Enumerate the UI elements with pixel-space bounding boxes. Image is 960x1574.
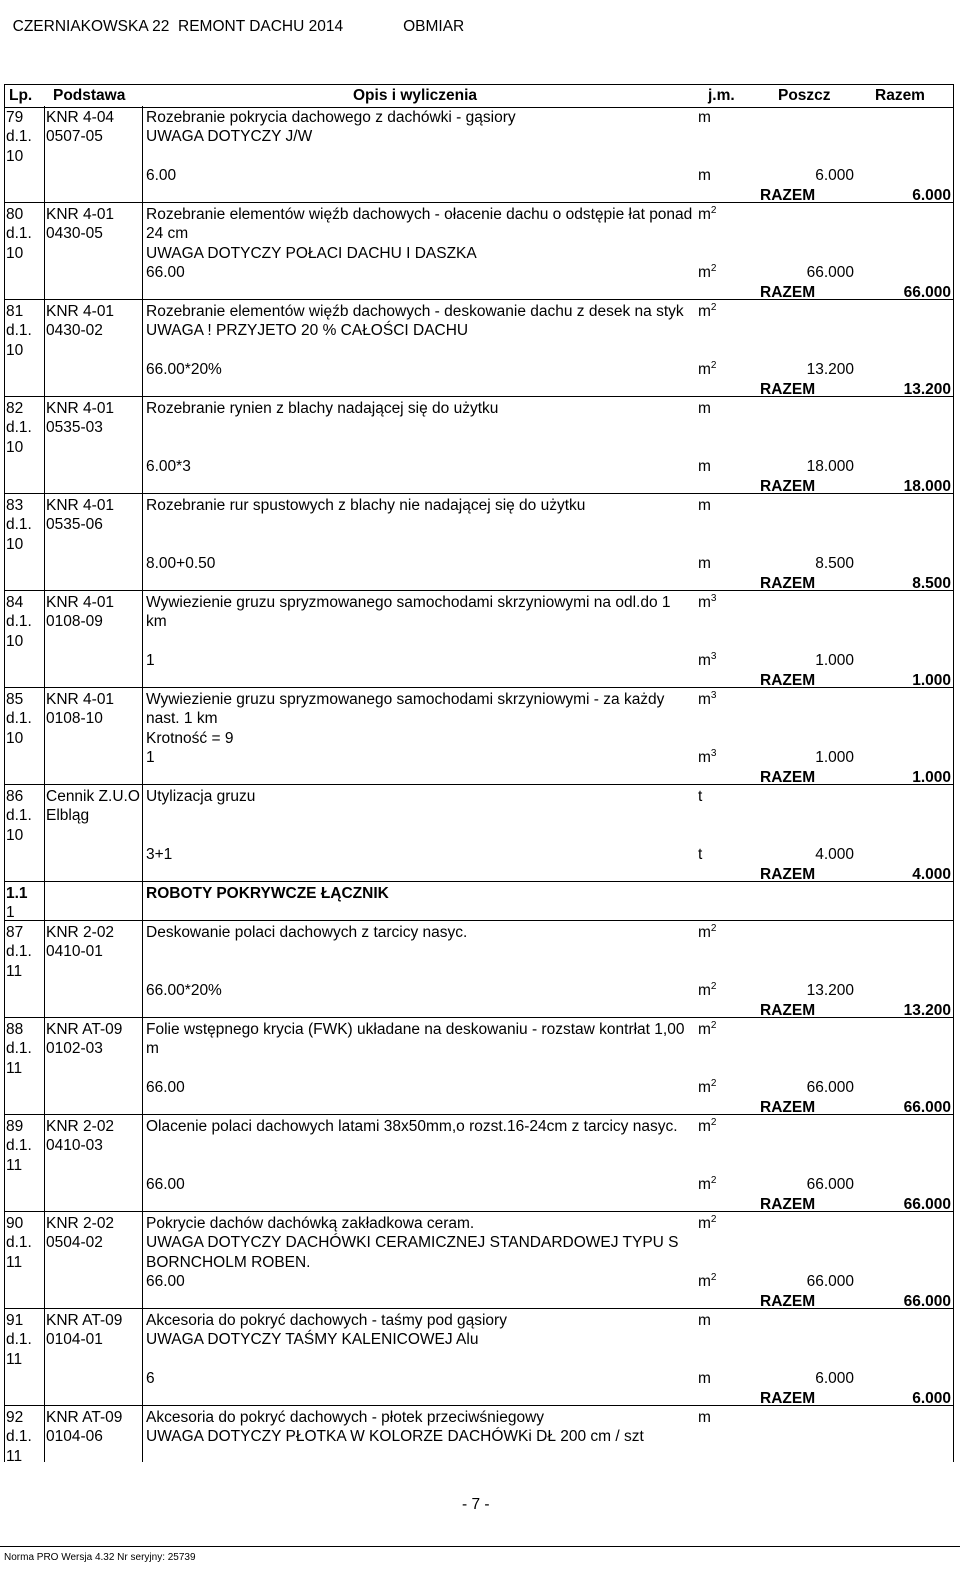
lp-cell: 1.1 — [6, 885, 28, 902]
lp-cell: 82 — [6, 400, 24, 417]
lp-cell: 90 — [6, 1215, 24, 1232]
razem-label: RAZEM — [760, 283, 816, 301]
lp-cell: 10 — [6, 535, 24, 553]
footer-text: Norma PRO Wersja 4.32 Nr seryjny: 25739 — [4, 1552, 196, 1563]
description-text: UWAGA DOTYCZY J/W — [146, 128, 313, 146]
podstawa-cell: KNR AT-09 — [46, 1312, 123, 1329]
podstawa-cell: Elbląg — [46, 807, 90, 825]
calculation-unit: $m^2$ — [698, 263, 717, 282]
table-row — [4, 688, 954, 785]
description-text: Rozebranie pokrycia dachowego z dachówki - gąsiory — [146, 109, 516, 126]
lp-cell: d.1. — [6, 943, 32, 961]
podstawa-cell: 0410-03 — [46, 1137, 103, 1155]
razem-label: RAZEM — [760, 865, 816, 883]
calculation-formula: 3+1 — [146, 846, 173, 864]
podstawa-cell: KNR 4-01 — [46, 691, 115, 708]
description-text: Rozebranie elementów więźb dachowych - deskowanie dachu z desek na styk — [146, 303, 684, 320]
unit-cell: m — [698, 400, 711, 417]
razem-label: RAZEM — [760, 574, 816, 592]
podstawa-cell: 0104-06 — [46, 1428, 103, 1446]
calculation-unit: m — [698, 458, 711, 476]
description-text: nast. 1 km — [146, 710, 218, 728]
description-text: m — [146, 1040, 159, 1058]
podstawa-cell: KNR 2-02 — [46, 924, 115, 941]
section-row — [4, 882, 954, 921]
unit-cell: $m^2$ — [698, 1214, 717, 1232]
podstawa-cell: KNR 2-02 — [46, 1215, 115, 1232]
podstawa-cell: 0430-05 — [46, 225, 103, 243]
razem-label: RAZEM — [760, 380, 816, 398]
unit-cell: $m^2$ — [698, 1020, 717, 1038]
calculation-formula: 6 — [146, 1370, 155, 1388]
unit-cell: m — [698, 109, 711, 126]
unit-cell: $m^3$ — [698, 690, 717, 708]
poszcz-value: 13.200 — [806, 361, 854, 379]
calculation-unit: $m^3$ — [698, 651, 717, 670]
razem-label: RAZEM — [760, 1001, 816, 1019]
description-text: Utylizacja gruzu — [146, 788, 256, 805]
lp-cell: 11 — [6, 1350, 23, 1368]
table-row — [4, 1212, 954, 1309]
description-text: 24 cm — [146, 225, 189, 243]
lp-cell: d.1. — [6, 322, 32, 340]
podstawa-cell: 0108-09 — [46, 613, 103, 631]
description-text: Wywiezienie gruzu spryzmowanego samochodami skrzyniowymi - za każdy — [146, 691, 665, 708]
table-row — [4, 203, 954, 300]
lp-cell: 11 — [6, 1447, 23, 1465]
lp-cell: 10 — [6, 826, 24, 844]
description-text: Akcesoria do pokryć dachowych - taśmy pod gąsiory — [146, 1312, 507, 1329]
poszcz-value: 8.500 — [815, 555, 854, 573]
table-row — [4, 1309, 954, 1406]
description-text: Folie wstępnego krycia (FWK) układane na deskowaniu - rozstaw kontrłat 1,00 — [146, 1021, 685, 1038]
table-row — [4, 921, 954, 1018]
lp-cell: 10 — [6, 438, 24, 456]
lp-cell: 10 — [6, 147, 24, 165]
unit-cell: $m^2$ — [698, 1117, 717, 1135]
razem-value: 8.500 — [912, 574, 951, 592]
poszcz-value: 66.000 — [806, 264, 854, 282]
poszcz-value: 6.000 — [815, 167, 854, 185]
calculation-formula: 66.00 — [146, 264, 185, 282]
col-podstawa: Podstawa — [53, 87, 126, 104]
lp-cell: d.1. — [6, 419, 32, 437]
razem-value: 1.000 — [912, 768, 951, 786]
lp-cell: 11 — [6, 1156, 23, 1174]
calculation-formula: 66.00*20% — [146, 982, 222, 1000]
lp-cell: d.1. — [6, 710, 32, 728]
description-text: Pokrycie dachów dachówką zakładkowa ceram. — [146, 1215, 475, 1232]
table-row — [4, 300, 954, 397]
calculation-unit: $m^2$ — [698, 1078, 717, 1097]
lp-cell: 11 — [6, 1253, 23, 1271]
calculation-unit: m — [698, 167, 711, 185]
calculation-unit: $m^2$ — [698, 1175, 717, 1194]
document-type: OBMIAR — [403, 18, 465, 35]
razem-label: RAZEM — [760, 768, 816, 786]
lp-cell: 79 — [6, 109, 24, 126]
lp-cell: 11 — [6, 962, 23, 980]
razem-label: RAZEM — [760, 1292, 816, 1310]
lp-cell: d.1. — [6, 1040, 32, 1058]
razem-label: RAZEM — [760, 1098, 816, 1116]
poszcz-value: 13.200 — [806, 982, 854, 1000]
lp-cell: 84 — [6, 594, 24, 611]
calculation-formula: 66.00 — [146, 1273, 185, 1291]
calculation-unit: $m^3$ — [698, 748, 717, 767]
lp-cell: d.1. — [6, 1331, 32, 1349]
lp-cell: d.1. — [6, 1428, 32, 1446]
description-text: UWAGA ! PRZYJETO 20 % CAŁOŚCI DACHU — [146, 322, 469, 340]
unit-cell: m — [698, 497, 711, 514]
lp-cell: d.1. — [6, 516, 32, 534]
razem-label: RAZEM — [760, 186, 816, 204]
lp-cell: 11 — [6, 1059, 23, 1077]
unit-cell: m — [698, 1409, 711, 1426]
project-title: CZERNIAKOWSKA 22 REMONT DACHU 2014 — [12, 18, 344, 35]
col-poszcz: Poszcz — [778, 87, 831, 104]
table-row — [4, 106, 954, 203]
calculation-unit: m — [698, 1370, 711, 1388]
description-text: BORNCHOLM ROBEN. — [146, 1253, 311, 1271]
table-row — [4, 1018, 954, 1115]
lp-cell: 87 — [6, 924, 24, 941]
col-razem: Razem — [875, 87, 925, 104]
description-text: Akcesoria do pokryć dachowych - płotek przeciwśniegowy — [146, 1409, 545, 1426]
lp-cell: 86 — [6, 788, 24, 805]
calculation-formula: 6.00 — [146, 167, 177, 185]
table-row — [4, 494, 954, 591]
calculation-unit: m — [698, 555, 711, 573]
calculation-unit: $m^2$ — [698, 360, 717, 379]
razem-value: 6.000 — [912, 186, 951, 204]
podstawa-cell: KNR 4-04 — [46, 109, 115, 126]
lp-cell: d.1. — [6, 1234, 32, 1252]
lp-cell: 80 — [6, 206, 24, 223]
lp-cell: d.1. — [6, 1137, 32, 1155]
podstawa-cell: KNR 4-01 — [46, 594, 115, 611]
lp-cell: d.1. — [6, 613, 32, 631]
lp-cell: d.1. — [6, 225, 32, 243]
poszcz-value: 18.000 — [806, 458, 854, 476]
podstawa-cell: 0430-02 — [46, 322, 103, 340]
lp-cell: 83 — [6, 497, 24, 514]
razem-label: RAZEM — [760, 477, 816, 495]
table-row — [4, 591, 954, 688]
col-opis: Opis i wyliczenia — [353, 87, 478, 104]
lp-cell: 85 — [6, 691, 24, 708]
razem-label: RAZEM — [760, 671, 816, 689]
calculation-formula: 8.00+0.50 — [146, 555, 216, 573]
poszcz-value: 66.000 — [806, 1273, 854, 1291]
lp-cell: 81 — [6, 303, 24, 320]
razem-value: 18.000 — [903, 477, 951, 495]
description-text: UWAGA DOTYCZY TAŚMY KALENICOWEJ Alu — [146, 1331, 479, 1349]
unit-cell: $m^3$ — [698, 593, 717, 611]
unit-cell: $m^2$ — [698, 923, 717, 941]
razem-value: 1.000 — [912, 671, 951, 689]
calculation-formula: 66.00*20% — [146, 361, 222, 379]
col-jm: j.m. — [708, 87, 735, 104]
podstawa-cell: 0504-02 — [46, 1234, 103, 1252]
page-number: - 7 - — [462, 1496, 490, 1513]
description-text: Deskowanie polaci dachowych z tarcicy nasyc. — [146, 924, 468, 941]
unit-cell: t — [698, 788, 703, 805]
calculation-formula: 66.00 — [146, 1079, 185, 1097]
lp-cell: d.1. — [6, 807, 32, 825]
poszcz-value: 4.000 — [815, 846, 854, 864]
razem-value: 66.000 — [903, 283, 951, 301]
lp-cell: 89 — [6, 1118, 24, 1135]
podstawa-cell: 0507-05 — [46, 128, 103, 146]
podstawa-cell: 0535-03 — [46, 419, 103, 437]
column-header-row — [4, 84, 954, 108]
table-row — [4, 1406, 954, 1484]
footer-rule — [0, 1546, 960, 1547]
description-text: UWAGA DOTYCZY POŁACI DACHU I DASZKA — [146, 244, 477, 262]
description-text: Rozebranie rynien z blachy nadającej się do użytku — [146, 400, 499, 417]
podstawa-cell: Cennik Z.U.O — [46, 788, 140, 805]
lp-cell: 91 — [6, 1312, 24, 1329]
description-text: Krotność = 9 — [146, 729, 234, 747]
table-row — [4, 785, 954, 882]
table-row — [4, 397, 954, 494]
description-text: Rozebranie rur spustowych z blachy nie nadającej się do użytku — [146, 497, 586, 514]
podstawa-cell: KNR AT-09 — [46, 1021, 123, 1038]
unit-cell: m — [698, 1312, 711, 1329]
podstawa-cell: 0410-01 — [46, 943, 103, 961]
podstawa-cell: 0535-06 — [46, 516, 103, 534]
poszcz-value: 1.000 — [815, 749, 854, 767]
podstawa-cell: KNR 4-01 — [46, 206, 115, 223]
lp-cell: 10 — [6, 244, 24, 262]
col-lp: Lp. — [9, 87, 33, 104]
podstawa-cell: KNR 2-02 — [46, 1118, 115, 1135]
razem-value: 4.000 — [912, 865, 951, 883]
lp-cell: d.1. — [6, 128, 32, 146]
page-header — [4, 0, 956, 35]
lp-cell: 92 — [6, 1409, 24, 1426]
razem-label: RAZEM — [760, 1389, 816, 1407]
calculation-unit: t — [698, 846, 703, 864]
table-row — [4, 1115, 954, 1212]
podstawa-cell: 0102-03 — [46, 1040, 103, 1058]
razem-label: RAZEM — [760, 1195, 816, 1213]
description-text: Wywiezienie gruzu spryzmowanego samochodami skrzyniowymi na odl.do 1 — [146, 594, 671, 611]
calculation-unit: $m^2$ — [698, 1272, 717, 1291]
podstawa-cell: KNR 4-01 — [46, 497, 115, 514]
description-text: km — [146, 613, 167, 631]
description-text: UWAGA DOTYCZY PŁOTKA W KOLORZE DACHÓWKi DŁ 200 cm / szt — [146, 1428, 644, 1446]
poszcz-value: 6.000 — [815, 1370, 854, 1388]
poszcz-value: 66.000 — [806, 1176, 854, 1194]
razem-value: 66.000 — [903, 1098, 951, 1116]
calculation-formula: 66.00 — [146, 1176, 185, 1194]
razem-value: 66.000 — [903, 1195, 951, 1213]
description-text: Rozebranie elementów więźb dachowych - ołacenie dachu o odstępie łat ponad — [146, 206, 693, 223]
table-body — [4, 106, 954, 1484]
section-title: ROBOTY POKRYWCZE ŁĄCZNIK — [146, 885, 389, 902]
podstawa-cell: KNR AT-09 — [46, 1409, 123, 1426]
razem-value: 13.200 — [903, 1001, 951, 1019]
poszcz-value: 1.000 — [815, 652, 854, 670]
podstawa-cell: KNR 4-01 — [46, 400, 115, 417]
podstawa-cell: KNR 4-01 — [46, 303, 115, 320]
calculation-formula: 6.00*3 — [146, 458, 191, 476]
lp-cell: 1 — [6, 904, 15, 922]
razem-value: 13.200 — [903, 380, 951, 398]
podstawa-cell: 0104-01 — [46, 1331, 103, 1349]
razem-value: 66.000 — [903, 1292, 951, 1310]
poszcz-value: 66.000 — [806, 1079, 854, 1097]
description-text: Olacenie polaci dachowych latami 38x50mm,o rozst.16-24cm z tarcicy nasyc. — [146, 1118, 678, 1135]
calculation-formula: 1 — [146, 652, 155, 670]
lp-cell: 10 — [6, 729, 24, 747]
unit-cell: $m^2$ — [698, 302, 717, 320]
calculation-formula: 1 — [146, 749, 155, 767]
lp-cell: 88 — [6, 1021, 24, 1038]
razem-value: 6.000 — [912, 1389, 951, 1407]
lp-cell: 10 — [6, 632, 24, 650]
podstawa-cell: 0108-10 — [46, 710, 103, 728]
unit-cell: $m^2$ — [698, 205, 717, 223]
description-text: UWAGA DOTYCZY DACHÓWKI CERAMICZNEJ STANDARDOWEJ TYPU S — [146, 1234, 679, 1252]
lp-cell: 10 — [6, 341, 24, 359]
calculation-unit: $m^2$ — [698, 981, 717, 1000]
